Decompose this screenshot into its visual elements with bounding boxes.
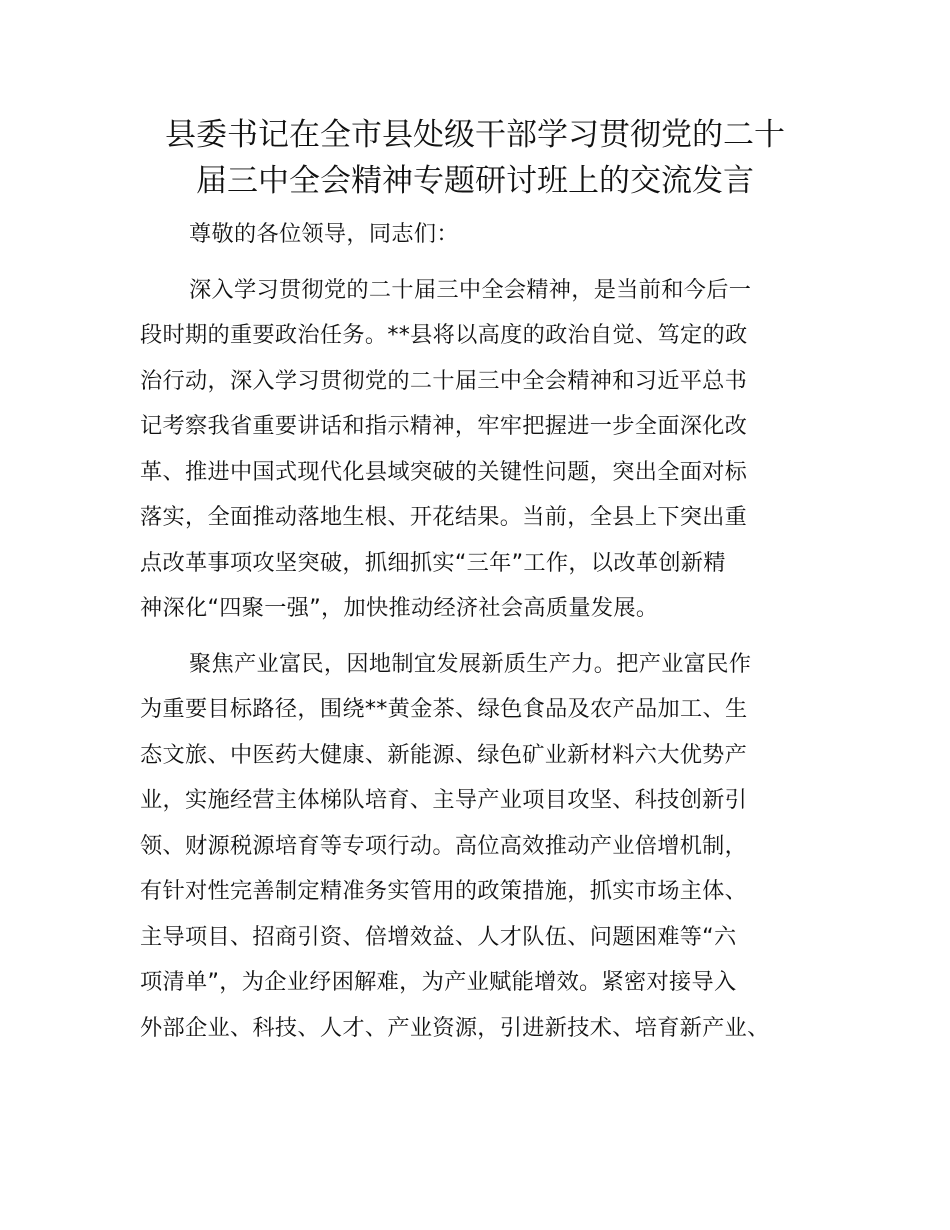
text-line: 段时期的重要政治任务。**县将以高度的政治自觉、笃定的政 (140, 322, 748, 348)
text-line: 领、财源税源培育等专项行动。高位高效推动产业倍增机制， (140, 832, 748, 859)
text-line: 项清单”，为企业纾困解难，为产业赋能增效。紧密对接导入 (140, 969, 737, 995)
greeting-text: 尊敬的各位领导，同志们： (189, 221, 459, 247)
text-line: 记考察我省重要讲话和指示精神，牢牢把握进一步全面深化改 (140, 413, 748, 439)
text-line: 聚焦产业富民，因地制宜发展新质生产力。把产业富民作 (189, 650, 752, 677)
title-line: 届三中全会精神专题研讨班上的交流发言 (196, 163, 754, 199)
text-line: 神深化“四聚一强”，加快推动经济社会高质量发展。 (140, 595, 659, 621)
text-line: 治行动，深入学习贯彻党的二十届三中全会精神和习近平总书 (140, 367, 748, 394)
paragraph-1 (140, 268, 812, 632)
title-line: 县委书记在全市县处级干部学习贯彻党的二十 (165, 117, 785, 153)
text-line: 业，实施经营主体梯队培育、主导产业项目攻坚、科技创新引 (140, 787, 748, 813)
text-line: 主导项目、招商引资、倍增效益、人才队伍、问题困难等“六 (140, 923, 737, 950)
text-line: 为重要目标路径，围绕**黄金茶、绿色食品及农产品加工、生 (140, 696, 748, 722)
document-body (140, 212, 812, 1061)
paragraph-2 (140, 642, 812, 1052)
document-title (130, 112, 820, 204)
text-line: 态文旅、中医药大健康、新能源、绿色矿业新材料六大优势产 (140, 741, 748, 768)
text-line: 点改革事项攻坚突破，抓细抓实“三年”工作，以改革创新精 (140, 549, 726, 576)
text-line: 深入学习贯彻党的二十届三中全会精神，是当前和今后一 (189, 276, 752, 303)
text-line: 落实，全面推动落地生根、开花结果。当前，全县上下突出重 (140, 504, 748, 530)
text-line: 有针对性完善制定精准务实管用的政策措施，抓实市场主体、 (140, 878, 748, 904)
greeting (140, 212, 812, 258)
text-line: 革、推进中国式现代化县域突破的关键性问题，突出全面对标 (140, 458, 748, 485)
text-line: 外部企业、科技、人才、产业资源，引进新技术、培育新产业、 (140, 1014, 770, 1041)
